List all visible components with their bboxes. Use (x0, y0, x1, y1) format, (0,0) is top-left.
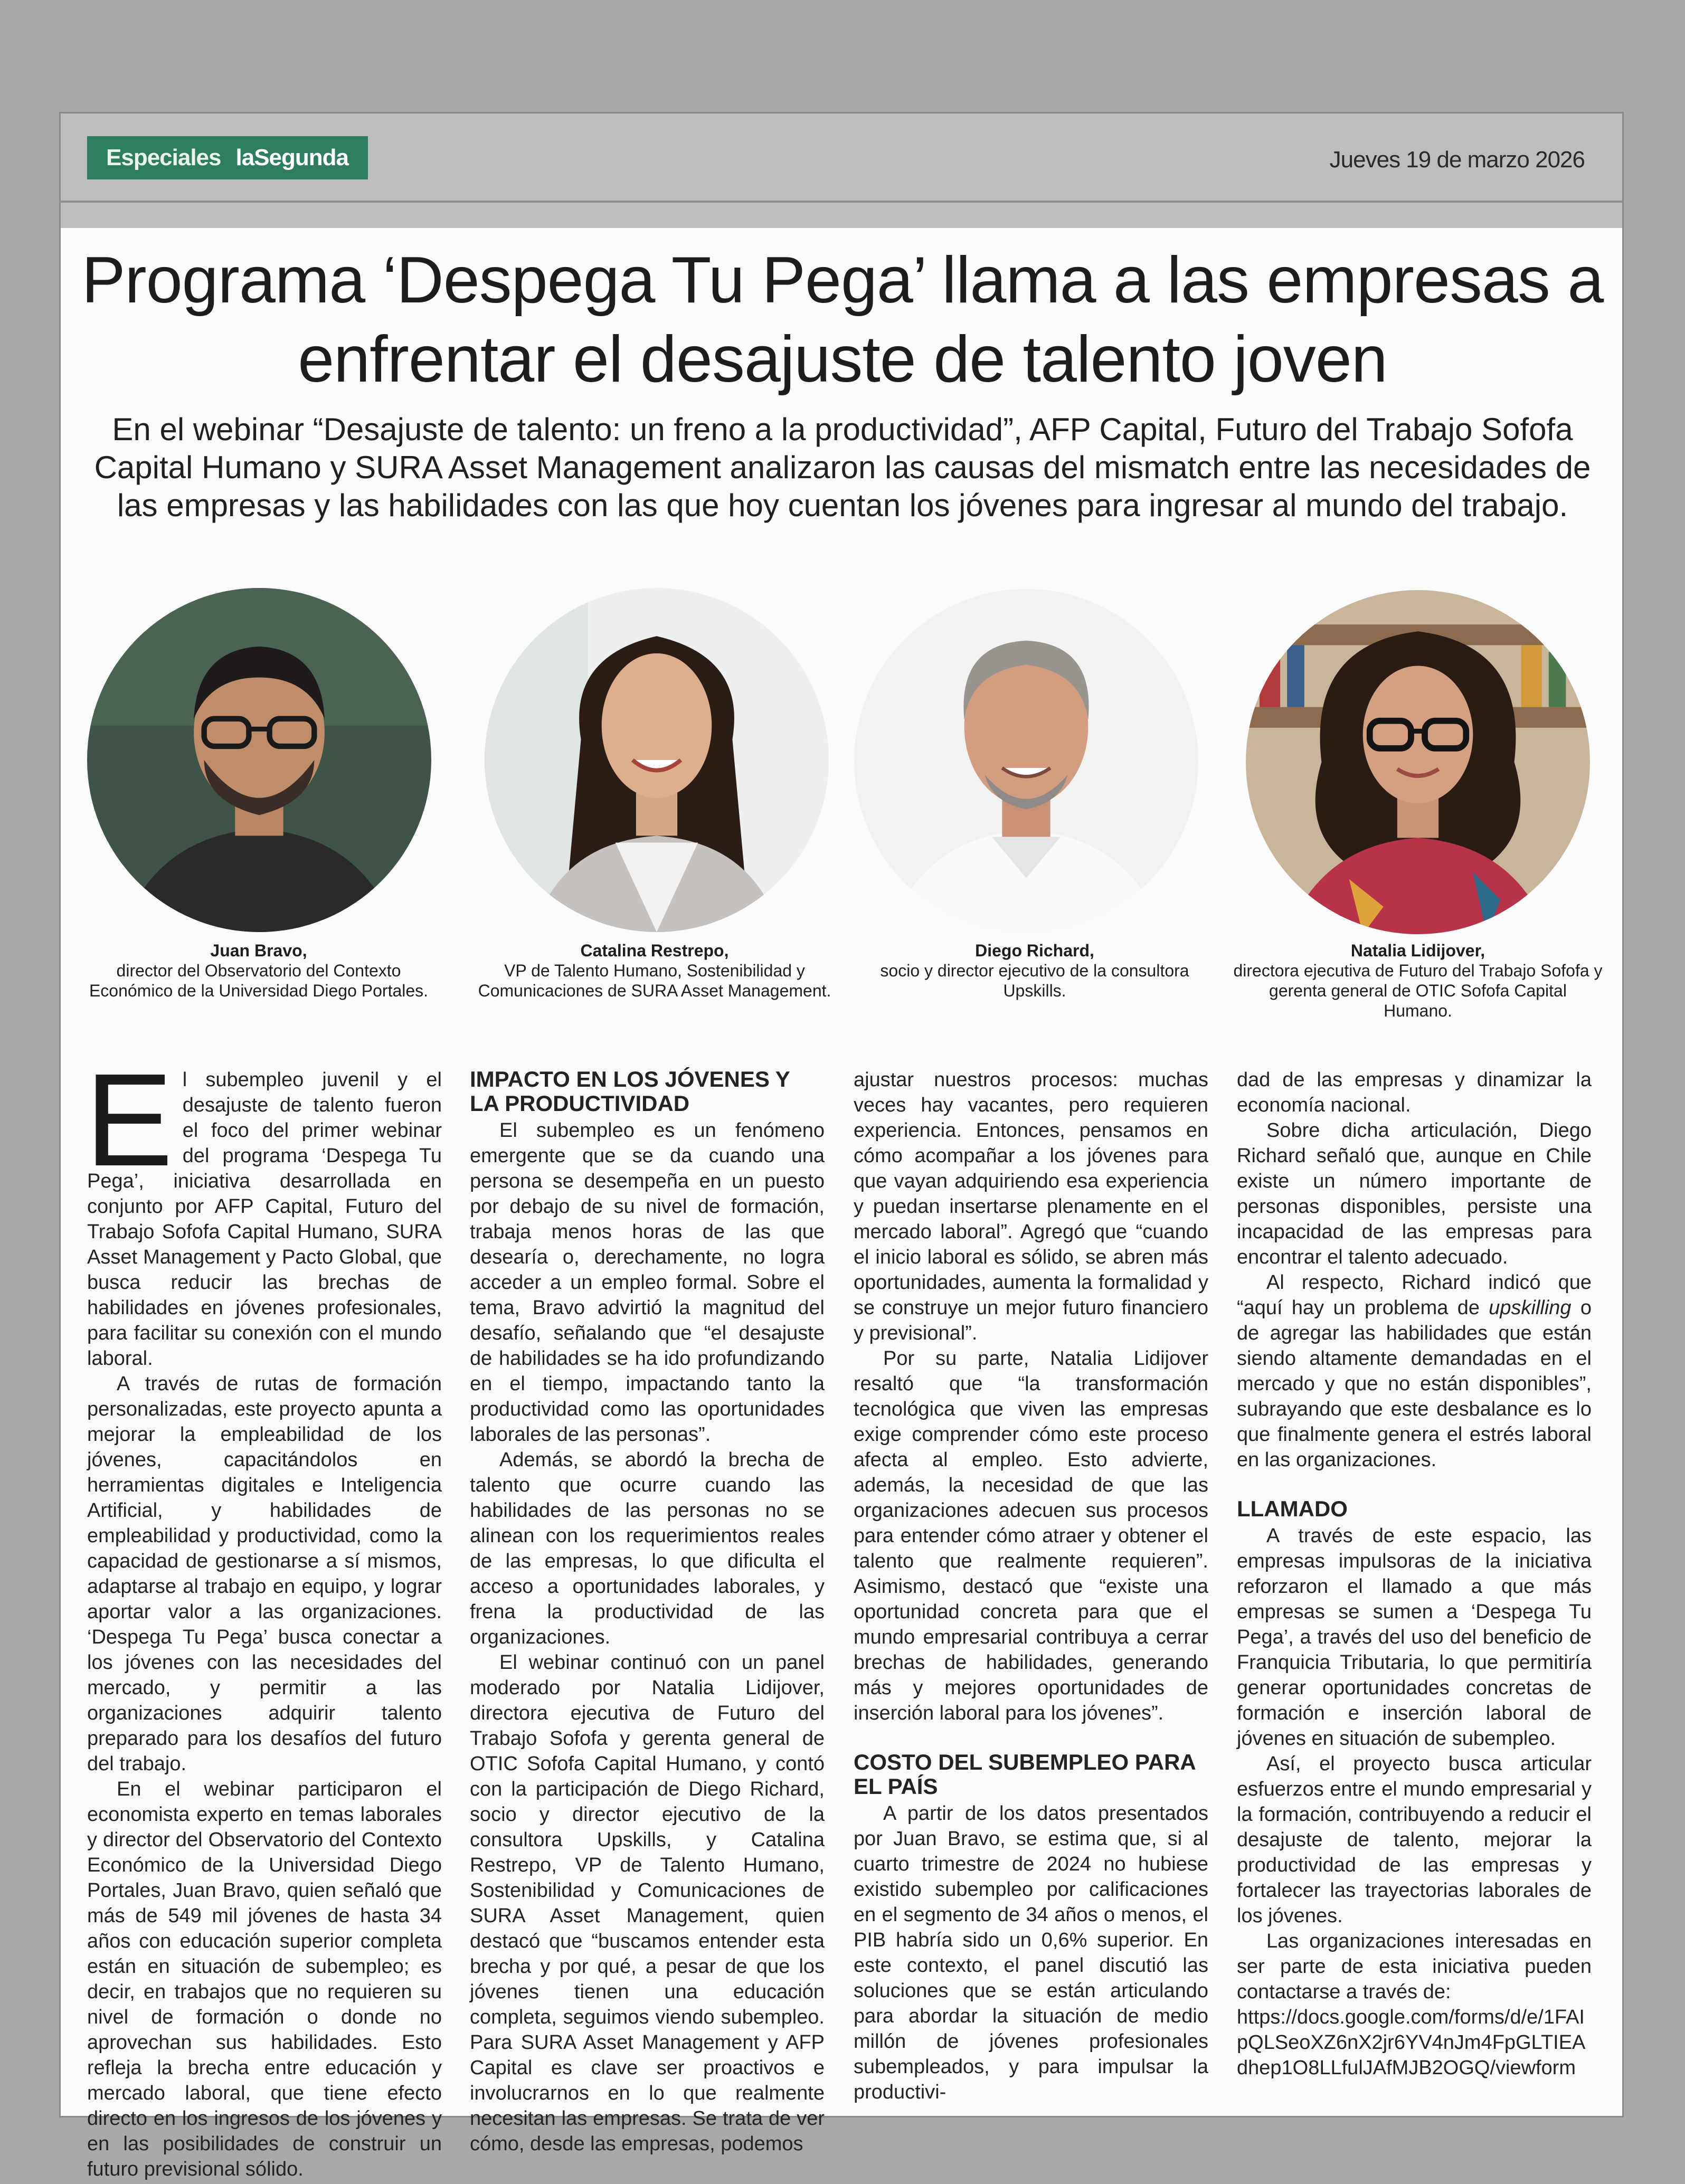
caption-role: VP de Talento Humano, Sostenibilidad y Comunicaciones de SURA Asset Management. (478, 961, 831, 1000)
section-brand-logo (87, 136, 368, 179)
caption-role: director del Observatorio del Contexto Económico de la Universidad Diego Portales. (89, 961, 429, 1000)
portrait-diego-richard (854, 589, 1198, 933)
caption-name: Catalina Restrepo, (580, 941, 729, 960)
paragraph: Por su parte, Natalia Lidijover resaltó que “la transformación tecnológica que viven las empresas exige comprender cómo este proceso afecta al empleo. Esto advierte, además, la necesidad de que las organizaciones adecuen sus procesos para entender cómo atraer y obtener el talento que realmente requieren”. Asimismo, destacó que “existe una oportunidad concreta para que el mundo empresarial contribuya a cerrar brechas de habilidades, generando más y mejores oportunidades de inserción laboral para los jóvenes”. (854, 1347, 1208, 1724)
headline: Programa ‘Despega Tu Pega’ llama a las empresas a enfrentar el desajuste de talento joven (81, 244, 1604, 396)
caption-name: Natalia Lidijover, (1350, 941, 1485, 960)
portrait-catalina-restrepo (485, 588, 829, 932)
caption-name: Juan Bravo, (210, 941, 307, 960)
paragraph: A partir de los datos presentados por Juan Bravo, se estima que, si al cuarto trimestre de 2024 no hubiese existido subempleo por calificaciones en el segmento de 34 años o menos, el PIB habría sido un 0,6% superior. En este contexto, el panel discutió las soluciones que se están articulando para abordar la situación de medio millón de jóvenes profesionales subempleados, y para impulsar la productivi- (854, 1802, 1208, 2103)
paragraph: A través de rutas de formación personalizadas, este proyecto apunta a mejorar la empleabilidad de los jóvenes, capacitándolos en herramientas digitales e Inteligencia Artificial, y habilidades de empleabilidad y productividad, como la capacidad de gestionarse a sí mismos, adaptarse al trabajo en equipo, y lograr aportar valor a las organizaciones. ‘Despega Tu Pega’ busca conectar a los jóvenes con las necesidades del mercado, y permitir a las organizaciones adquirir talento preparado para los desafíos del futuro del trabajo. (87, 1373, 442, 1775)
portrait-catalina-restrepo-image (485, 588, 829, 932)
issue-date: Jueves 19 de marzo 2026 (1329, 147, 1585, 173)
portrait-natalia-lidijover-image (1246, 590, 1590, 934)
paragraph-text: l subempleo juvenil y el desajuste de talento fueron el foco del primer webinar del programa ‘Despega Tu Pega’, iniciativa desarrollada en conjunto por AFP Capital, Futuro del Trabajo Sofofa Capital Humano, SURA Asset Management y Pacto Global, que busca reducir las brechas de habilidades en jóvenes profesionales, para facilitar su conexión con el mundo laboral. (87, 1069, 442, 1370)
portrait-natalia-lidijover (1246, 590, 1590, 934)
paragraph: A través de este espacio, las empresas impulsoras de la iniciativa reforzaron el llamado a que más empresas se sumen a ‘Despega Tu Pega’, a través del uso del beneficio de Franquicia Tributaria, lo que permitiría generar oportunidades concretas de formación e inserción laboral de jóvenes en situación de subempleo. (1237, 1525, 1592, 1750)
brand-paper-label: laSegunda (235, 145, 348, 170)
subheadline: En el webinar “Desajuste de talento: un freno a la productividad”, AFP Capital, Futuro del Trabajo Sofofa Capital Humano y SURA Asset Management analizaron las causas del mismatch entre las necesidades de las empresas y las habilidades con las que hoy cuentan los jóvenes para ingresar al mundo del trabajo. (94, 412, 1591, 523)
paragraph: En el webinar participaron el economista experto en temas laborales y director del Observatorio del Contexto Económico de la Universidad Diego Portales, Juan Bravo, quien señaló que más de 549 mil jóvenes de hasta 34 años con educación superior completa están en situación de subempleo; es decir, en trabajos que no requieren su nivel de formación o donde no aprovechan sus habilidades. Esto refleja la brecha entre educación y mercado laboral, que tiene efecto directo en los ingresos de los jóvenes y en las posibilidades de construir un futuro previsional sólido. (87, 1778, 442, 2180)
caption-diego-richard (850, 941, 1219, 1001)
article-column-3 (854, 1067, 1208, 2105)
portrait-juan-bravo-image (87, 588, 431, 932)
caption-catalina-restrepo (470, 941, 839, 1001)
paragraph: El webinar continuó con un panel moderado por Natalia Lidijover, directora ejecutiva de Futuro del Trabajo Sofofa y gerenta general de OTIC Sofofa Capital Humano, y contó con la participación de Diego Richard, socio y director ejecutivo de la consultora Upskills, y Catalina Restrepo, VP de Talento Humano, Sostenibilidad y Comunicaciones de SURA Asset Management, quien destacó que “buscamos entender esta brecha y por qué, a pesar de que los jóvenes tienen una educación completa, seguimos viendo subempleo. Para SURA Asset Management y AFP Capital es clave ser proactivos e involucrarnos en lo que realmente necesitan las empresas. Se trata de ver cómo, desde las empresas, podemos (470, 1651, 825, 2155)
section-heading: COSTO DEL SUBEMPLEO PARA EL PAÍS (854, 1750, 1196, 1799)
paragraph-text: o de agregar las habilidades que están siendo altamente demandadas en el mercado y que no están disponibles”, subrayando que este desbalance es lo que finalmente genera el estrés laboral en las organizaciones. (1237, 1297, 1592, 1471)
portrait-juan-bravo (87, 588, 431, 932)
paragraph: El subempleo es un fenómeno emergente que se da cuando una persona se desempeña en un puesto por debajo de su nivel de formación, trabaja menos horas de las que desearía o, derechamente, no logra acceder a un empleo formal. Sobre el tema, Bravo advirtió la magnitud del desafío, señalando que “el desajuste de habilidades se ha ido profundizando en el tiempo, impactando tanto la productividad como las oportunidades laborales de las personas”. (470, 1119, 825, 1446)
paragraph (1237, 1270, 1592, 1473)
paragraph: Sobre dicha articulación, Diego Richard señaló que, aunque en Chile existe un número importante de personas disponibles, persiste una incapacidad de las empresas para encontrar el talento adecuado. (1237, 1119, 1592, 1268)
article-column-1 (85, 1046, 442, 2182)
paragraph: Además, se abordó la brecha de talento que ocurre cuando las habilidades de las personas no se alinean con los requerimientos reales de las empresas, lo que dificulta el acceso a oportunidades laborales, y frena la productividad de las organizaciones. (470, 1449, 825, 1648)
form-link[interactable]: https://docs.google.com/forms/d/e/1FAIpQLSeoXZ6nX2jr6YV4nJm4FpGLTIEAdhep1O8LLfulJAfMJB2OGQ/viewform (1237, 2006, 1586, 2079)
emphasis-text: upskilling (1489, 1297, 1572, 1319)
header-divider (59, 201, 1624, 203)
paragraph: Las organizaciones interesadas en ser parte de esta iniciativa pueden contactarse a través de: (1237, 1930, 1592, 2003)
brand-section-label: Especiales (106, 145, 221, 170)
caption-name: Diego Richard, (975, 941, 1094, 960)
article-column-4 (1237, 1067, 1592, 2081)
paragraph: dad de las empresas y dinamizar la economía nacional. (1237, 1069, 1592, 1116)
paragraph-text: Al respecto, Richard indicó que “aquí hay un problema de (1237, 1271, 1592, 1319)
caption-role: socio y director ejecutivo de la consultora Upskills. (880, 961, 1189, 1000)
portrait-diego-richard-image (854, 589, 1198, 933)
section-heading: LLAMADO (1237, 1496, 1348, 1521)
drop-cap: E (85, 1046, 173, 1193)
article-column-2 (470, 1067, 825, 2157)
section-heading: IMPACTO EN LOS JÓVENES Y LA PRODUCTIVIDAD (470, 1067, 790, 1116)
caption-natalia-lidijover (1233, 941, 1603, 1021)
caption-juan-bravo (74, 941, 443, 1001)
caption-role: directora ejecutiva de Futuro del Trabajo Sofofa y gerenta general de OTIC Sofofa Capital Humano. (1233, 961, 1603, 1020)
paragraph: Así, el proyecto busca articular esfuerzos entre el mundo empresarial y la formación, contribuyendo a reducir el desajuste de talento, mejorar la productividad de las empresas y fortalecer las trayectorias laborales de los jóvenes. (1237, 1753, 1592, 1927)
paragraph: ajustar nuestros procesos: muchas veces hay vacantes, pero requieren experiencia. Entonces, pensamos en cómo acompañar a los jóvenes para que vayan adquiriendo esa experiencia y puedan insertarse plenamente en el mercado laboral”. Agregó que “cuando el inicio laboral es sólido, se abren más oportunidades, aumenta la formalidad y se construye un mejor futuro financiero y previsional”. (854, 1069, 1208, 1344)
paragraph (85, 1046, 442, 1371)
